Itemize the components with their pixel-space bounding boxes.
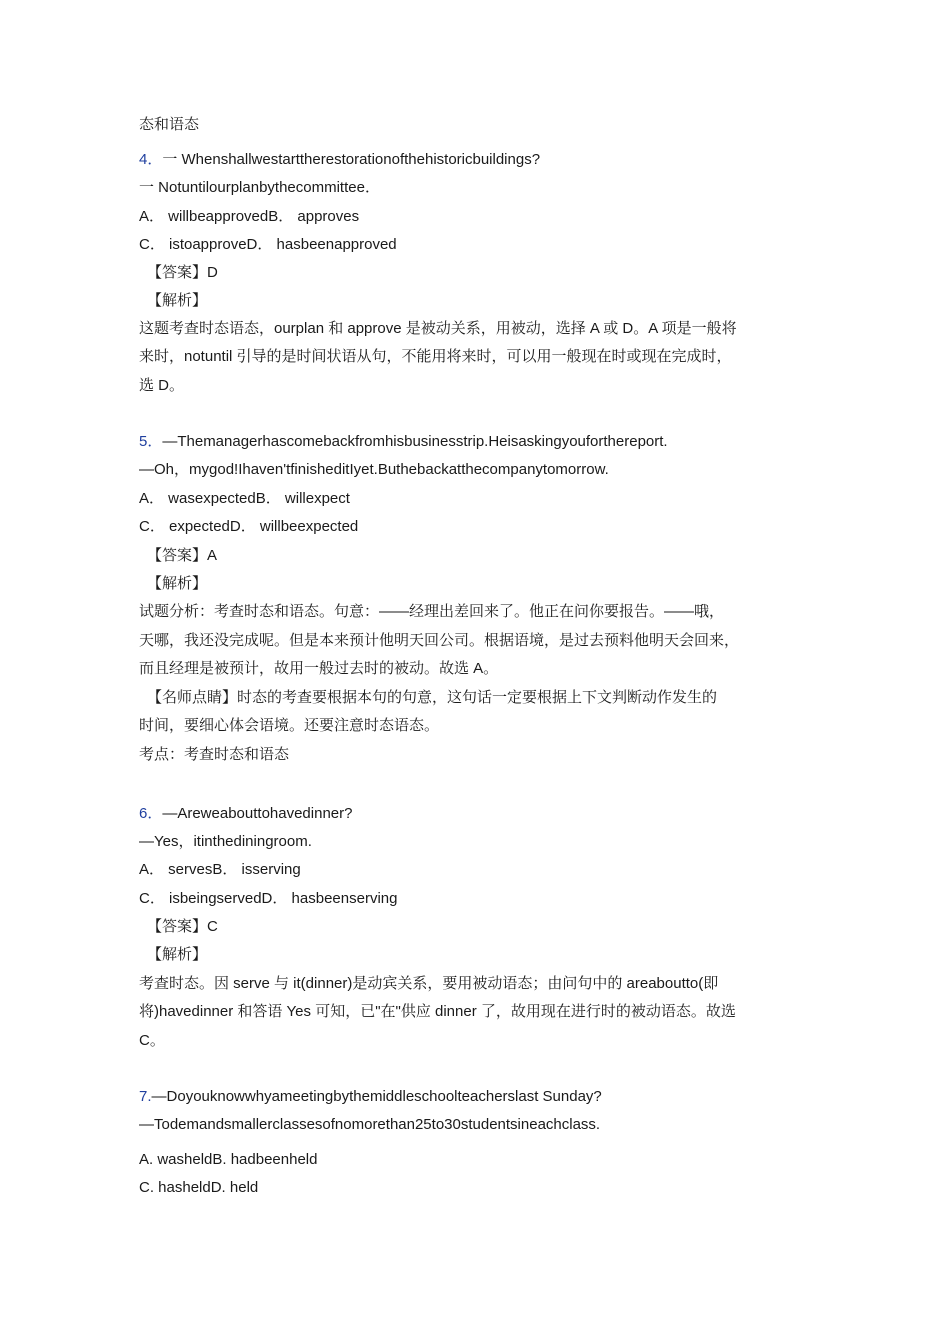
question-5-stem-2: —Oh，mygod!Ihaven'tfinisheditIyet.Buthebackatthecompanytomorrow.	[139, 461, 609, 478]
question-7-stem-2: —Todemandsmallerclassesofnomorethan25to30studentsineachclass.	[139, 1116, 601, 1133]
question-5-point: 考点：考查时态和语态	[139, 746, 290, 763]
question-4-options-ab: A． willbeapprovedB． approves	[139, 208, 360, 225]
question-4-analysis-line-1: 这题考查时态语态，ourplan 和 approve 是被动关系，用被动，选择 A 或 D。A 项是一般将	[139, 320, 737, 337]
question-4-number: 4．	[139, 151, 163, 168]
question-4-analysis-line-3: 选 D。	[139, 377, 185, 394]
question-5-options-cd: C． expectedD． willbeexpected	[139, 518, 359, 535]
question-6-stem-2: —Yes，itinthediningroom.	[139, 833, 312, 850]
question-7-stem-1: 7.—Doyouknowwhyameetingbythemiddleschoolteacherslast Sunday?	[139, 1088, 602, 1105]
question-6-analysis-label: 【解析】	[147, 946, 208, 963]
intro-text: 态和语态	[139, 116, 200, 133]
question-7-options-cd: C. hasheldD. held	[139, 1179, 259, 1196]
question-7-number: 7.	[139, 1088, 152, 1105]
question-4-analysis-label: 【解析】	[147, 292, 208, 309]
question-6-analysis-line-1: 考查时态。因 serve 与 it(dinner)是动宾关系，要用被动语态；由问句中的 areaboutto(即	[139, 975, 719, 992]
question-4-stem-2: 一 Notuntilourplanbythecommittee．	[139, 179, 380, 196]
question-6-number: 6．	[139, 805, 163, 822]
question-7-options-ab: A. washeldB. hadbeenheld	[139, 1151, 318, 1168]
question-5-analysis-label: 【解析】	[147, 575, 208, 592]
question-6-analysis-line-2: 将)havedinner 和答语 Yes 可知，已"在"供应 dinner 了，故用现在进行时的被动语态。故选	[139, 1003, 736, 1020]
question-4-answer: 【答案】D	[147, 264, 218, 281]
question-5-tip-line-2: 时间，要细心体会语境。还要注意时态语态。	[139, 717, 440, 734]
question-6-analysis-line-3: C。	[139, 1032, 165, 1049]
question-5-tip-line-1: 【名师点睛】时态的考查要根据本句的句意，这句话一定要根据上下文判断动作发生的	[147, 689, 718, 706]
question-5-analysis-line-3: 而且经理是被预计，故用一般过去时的被动。故选 A。	[139, 660, 499, 677]
question-5-stem-1: 5．—Themanagerhascomebackfromhisbusinesstrip.Heisaskingyouforthereport.	[139, 433, 668, 450]
question-5-answer: 【答案】A	[147, 547, 218, 564]
question-6-stem-1: 6．—Areweabouttohavedinner?	[139, 805, 353, 822]
question-6-options-ab: A． servesB． isserving	[139, 861, 301, 878]
question-5-analysis-line-2: 天哪，我还没完成呢。但是本来预计他明天回公司。根据语境，是过去预料他明天会回来，	[139, 632, 740, 649]
question-5-number: 5．	[139, 433, 163, 450]
question-4-analysis-line-2: 来时，notuntil 引导的是时间状语从句，不能用将来时，可以用一般现在时或现在完成时，	[139, 348, 732, 365]
question-4-options-cd: C． istoapproveD． hasbeenapproved	[139, 236, 397, 253]
question-4-stem-1: 4．一 Whenshallwestarttherestorationofthehistoricbuildings?	[139, 151, 541, 168]
question-6-answer: 【答案】C	[147, 918, 218, 935]
question-6-options-cd: C． isbeingservedD． hasbeenserving	[139, 890, 398, 907]
question-5-analysis-line-1: 试题分析：考查时态和语态。句意：——经理出差回来了。他正在问你要报告。——哦，	[139, 603, 725, 620]
question-5-options-ab: A． wasexpectedB． willexpect	[139, 490, 350, 507]
